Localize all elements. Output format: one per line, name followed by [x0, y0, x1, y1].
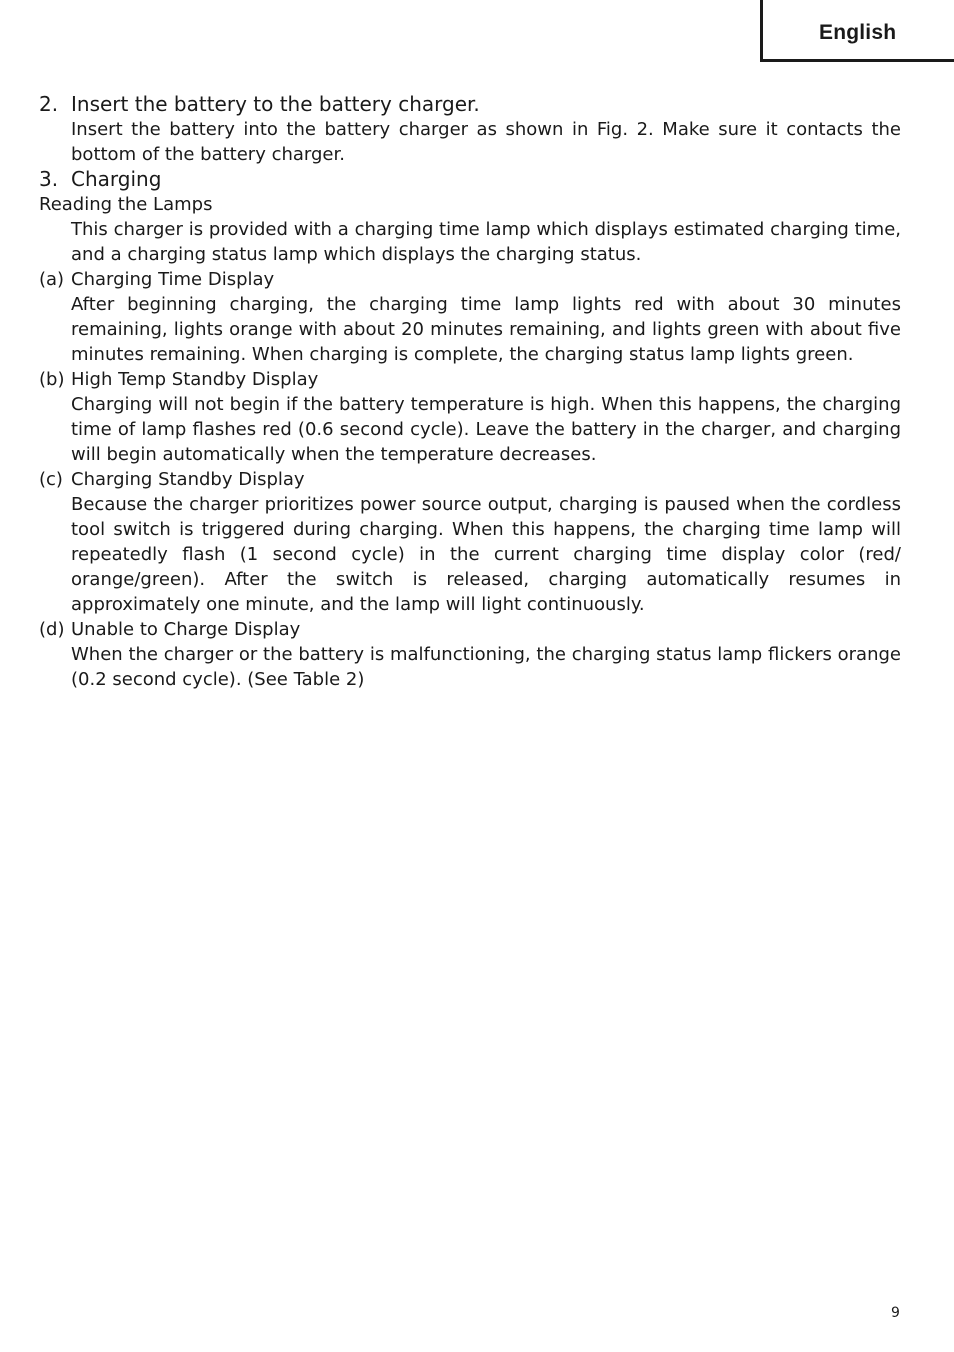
paragraph-insert-battery: Insert the battery into the battery charger as shown in Fig. 2. Make sure it contacts the bottom of the battery charger.: [71, 119, 901, 165]
document-body: [39, 92, 901, 692]
item-label: (d): [39, 619, 65, 640]
language-label: English: [819, 21, 897, 44]
section-title: Charging: [71, 167, 162, 191]
paragraph-charging-standby: Because the charger prioritizes power source output, charging is paused when the cordless tool switch is triggered during charging. When this happens, the charging time lamp will repeatedly flash (1 second cycle) in the current charging time display color (red/ orange/green). After the switch is released, charging automatically resumes in approximately one minute, and the lamp will light continuously.: [71, 494, 901, 615]
item-label: (b): [39, 369, 65, 390]
item-heading-charging-time: [39, 267, 901, 292]
section-heading-insert-battery: [39, 92, 901, 117]
paragraph-reading-lamps: This charger is provided with a charging time lamp which displays estimated charging time, and a charging status lamp which displays the charging status.: [71, 219, 901, 265]
section-number: 2.: [39, 92, 59, 116]
section-heading-charging: [39, 167, 901, 192]
paragraph-unable-to-charge: When the charger or the battery is malfunctioning, the charging status lamp flickers orange (0.2 second cycle). (See Table 2): [71, 644, 901, 690]
section-title: Insert the battery to the battery charger.: [71, 92, 480, 116]
page-number: 9: [891, 1305, 900, 1321]
subsection-title-reading-lamps: Reading the Lamps: [39, 194, 213, 215]
language-tab: [760, 0, 954, 62]
item-label: (a): [39, 269, 65, 290]
item-heading-charging-standby: [39, 467, 901, 492]
paragraph-high-temp: Charging will not begin if the battery temperature is high. When this happens, the charging time of lamp flashes red (0.6 second cycle). Leave the battery in the charger, and charging will begin automatically when the temperature decreases.: [71, 394, 901, 465]
item-title: Charging Time Display: [71, 269, 275, 290]
paragraph-charging-time: After beginning charging, the charging time lamp lights red with about 30 minutes remaining, lights orange with about 20 minutes remaining, and lights green with about five minutes remaining. When charging is complete, the charging status lamp lights green.: [71, 294, 901, 365]
item-title: Unable to Charge Display: [71, 619, 301, 640]
item-title: High Temp Standby Display: [71, 369, 319, 390]
section-number: 3.: [39, 167, 59, 191]
item-label: (c): [39, 469, 63, 490]
item-title: Charging Standby Display: [71, 469, 305, 490]
item-heading-unable-to-charge: [39, 617, 901, 642]
item-heading-high-temp: [39, 367, 901, 392]
